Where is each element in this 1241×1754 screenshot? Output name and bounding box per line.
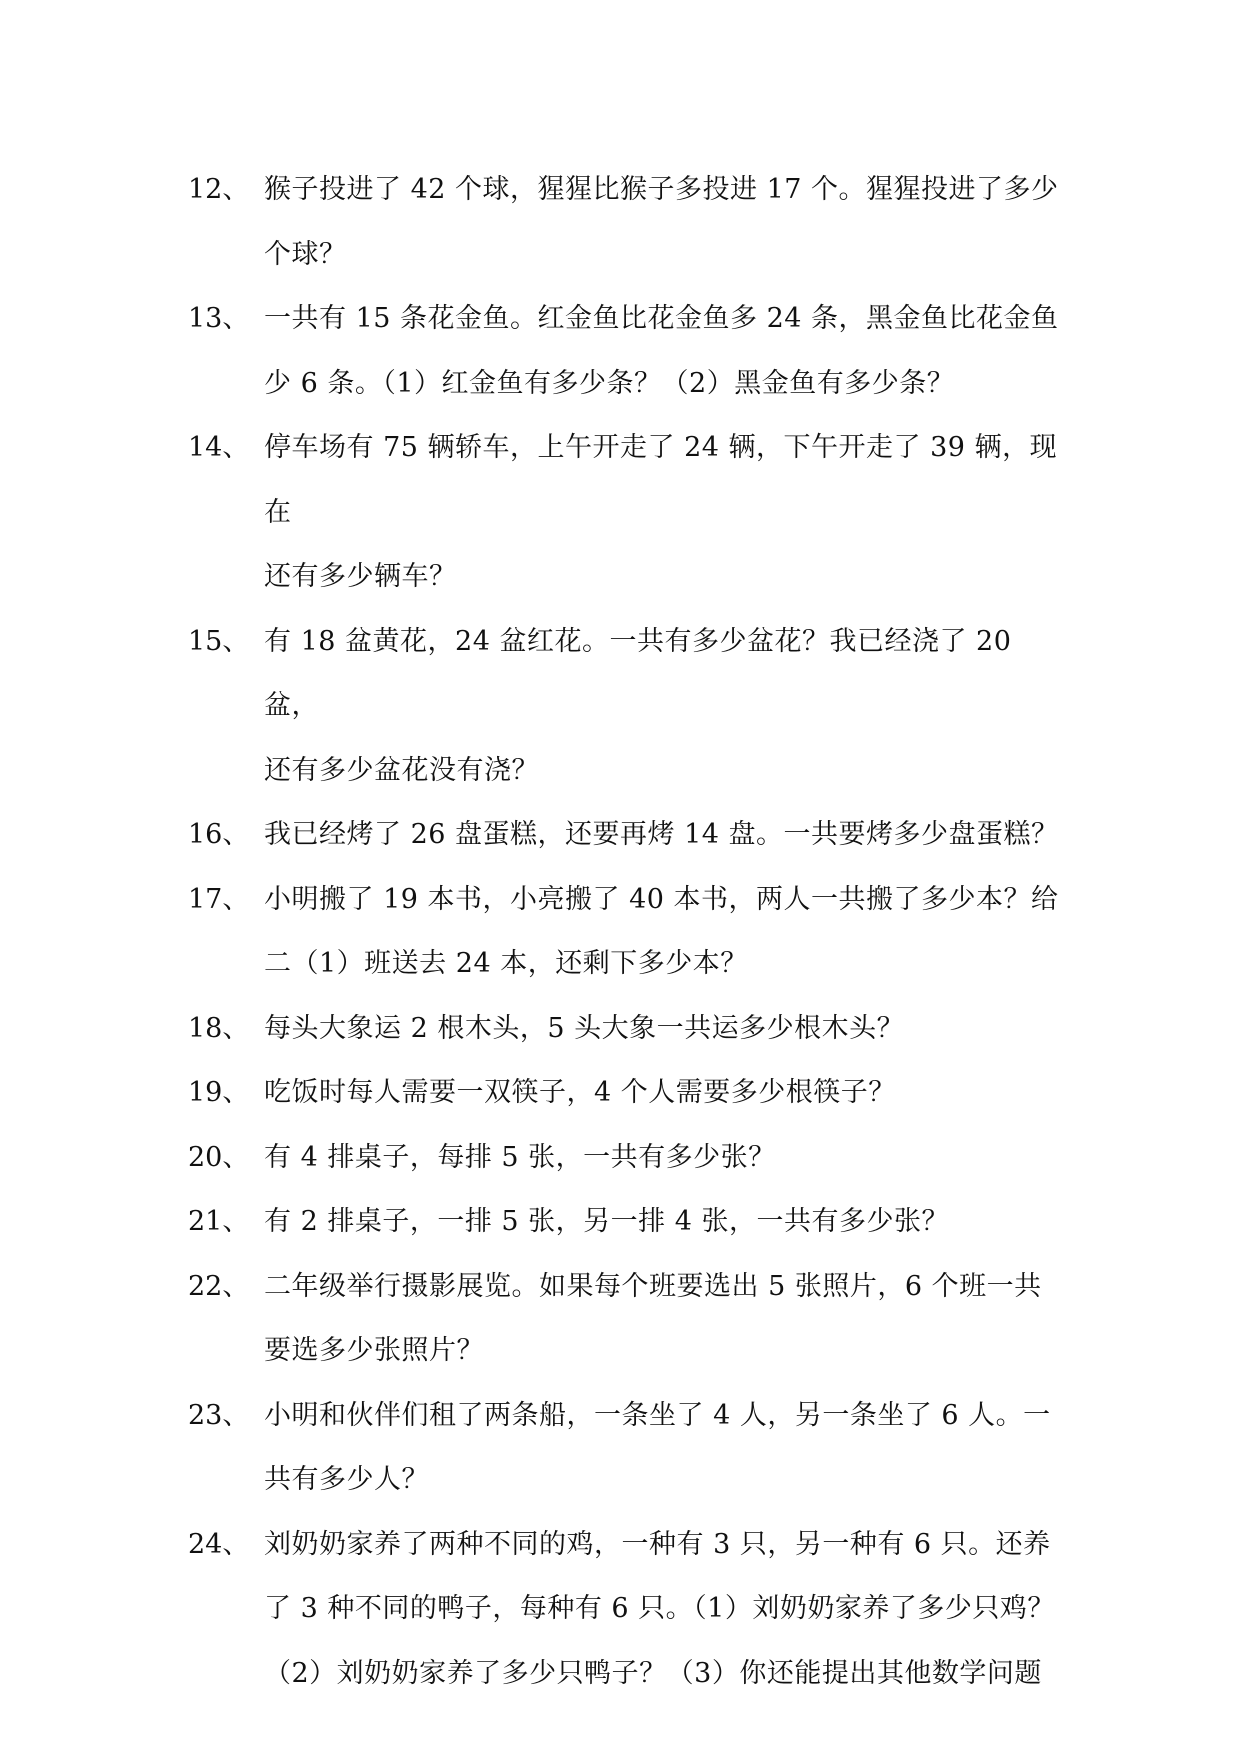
problem-text	[264, 1061, 1068, 1126]
problem-number: 21、	[188, 1206, 250, 1237]
problem-text	[264, 1384, 1068, 1513]
problem-line: 二年级举行摄影展览。如果每个班要选出 5 张照片，6 个班一共	[264, 1270, 1042, 1302]
problem-line: 二（1）班送去 24 本，还剩下多少本？	[264, 948, 748, 979]
problem-text	[264, 997, 1068, 1062]
problem-line: 小明搬了 19 本书，小亮搬了 40 本书，两人一共搬了多少本？给	[264, 883, 1059, 915]
problem-line: 要选多少张照片？	[264, 1335, 484, 1366]
problem-line: 还有多少辆车？	[264, 561, 457, 592]
problem-line: 我已经烤了 26 盘蛋糕，还要再烤 14 盘。一共要烤多少盘蛋糕？	[264, 819, 1059, 850]
problem-23	[188, 1384, 1068, 1513]
problem-line: 共有多少人？	[264, 1464, 429, 1495]
problem-text	[264, 1126, 1068, 1191]
problem-number: 13、	[188, 303, 250, 334]
problem-number: 24、	[188, 1528, 250, 1560]
problem-13	[188, 287, 1068, 416]
problem-20	[188, 1126, 1068, 1191]
problem-line: （2）刘奶奶家养了多少只鸭子？（3）你还能提出其他数学问题	[264, 1657, 1042, 1689]
problem-19	[188, 1061, 1068, 1126]
problem-number: 22、	[188, 1270, 250, 1302]
problem-text	[264, 1513, 1068, 1707]
problem-line: 少 6 条。（1）红金鱼有多少条？（2）黑金鱼有多少条？	[264, 367, 955, 399]
problem-number: 19、	[188, 1077, 250, 1108]
problem-16	[188, 803, 1068, 868]
problem-line: 小明和伙伴们租了两条船，一条坐了 4 人，另一条坐了 6 人。一	[264, 1399, 1051, 1431]
problem-18	[188, 997, 1068, 1062]
problem-line: 个球？	[264, 238, 347, 270]
problem-number: 16、	[188, 819, 250, 850]
problem-line: 了 3 种不同的鸭子，每种有 6 只。（1）刘奶奶家养了多少只鸡？	[264, 1593, 1055, 1624]
problem-text	[264, 416, 1068, 610]
problem-number: 14、	[188, 432, 250, 463]
problem-number: 18、	[188, 1012, 250, 1044]
problem-text	[264, 610, 1068, 804]
problem-number: 23、	[188, 1399, 250, 1431]
problem-21	[188, 1190, 1068, 1255]
problem-line: 一共有 15 条花金鱼。红金鱼比花金鱼多 24 条，黑金鱼比花金鱼	[264, 303, 1059, 334]
problem-text	[264, 1255, 1068, 1384]
problem-line: 猴子投进了 42 个球，猩猩比猴子多投进 17 个。猩猩投进了多少	[264, 174, 1059, 205]
problem-list	[188, 158, 1068, 1706]
problem-15	[188, 610, 1068, 804]
problem-number: 15、	[188, 625, 250, 657]
problem-14	[188, 416, 1068, 610]
problem-line: 每头大象运 2 根木头，5 头大象一共运多少根木头？	[264, 1012, 905, 1044]
problem-line: 有 18 盆黄花，24 盆红花。一共有多少盆花？我已经浇了 20 盆，	[264, 625, 1012, 721]
problem-line: 刘奶奶家养了两种不同的鸡，一种有 3 只，另一种有 6 只。还养	[264, 1528, 1051, 1560]
problem-24	[188, 1513, 1068, 1707]
problem-22	[188, 1255, 1068, 1384]
problem-12	[188, 158, 1068, 287]
problem-line: 有 4 排桌子，每排 5 张，一共有多少张？	[264, 1141, 776, 1173]
problem-text	[264, 158, 1068, 287]
problem-number: 12、	[188, 174, 250, 205]
problem-line: 有 2 排桌子，一排 5 张，另一排 4 张，一共有多少张？	[264, 1206, 950, 1237]
problem-text	[264, 287, 1068, 416]
problem-line: 还有多少盆花没有浇？	[264, 754, 539, 786]
problem-17	[188, 868, 1068, 997]
problem-line: 停车场有 75 辆轿车，上午开走了 24 辆，下午开走了 39 辆，现在	[264, 432, 1058, 528]
problem-number: 20、	[188, 1141, 250, 1173]
problem-number: 17、	[188, 883, 250, 915]
problem-line: 吃饭时每人需要一双筷子，4 个人需要多少根筷子？	[264, 1077, 896, 1108]
problem-text	[264, 868, 1068, 997]
problem-text	[264, 1190, 1068, 1255]
problem-text	[264, 803, 1068, 868]
